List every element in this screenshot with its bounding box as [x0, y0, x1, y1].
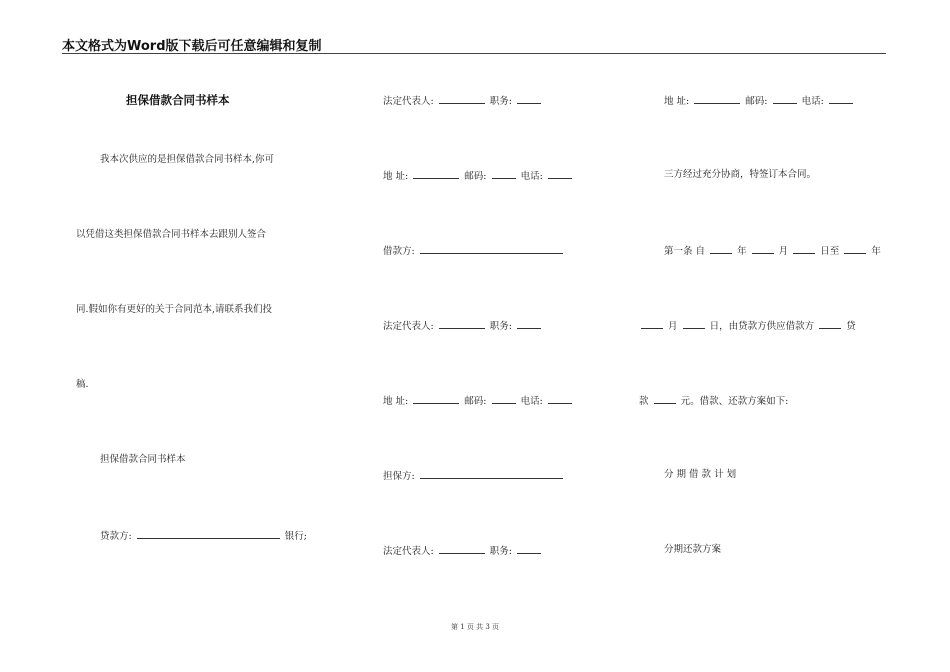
lender-line	[100, 529, 307, 543]
year2-blank	[844, 244, 866, 254]
article-1-line-c	[639, 394, 788, 408]
installment-repay-plan: 分期还款方案	[664, 544, 722, 555]
position-blank	[517, 94, 541, 104]
installment-borrow-plan: 分 期 借 款 计 划	[664, 469, 737, 480]
month2-blank	[641, 319, 663, 329]
lender-blank	[137, 529, 280, 539]
legal-rep-label: 法定代表人:	[383, 321, 434, 332]
supply-text: 日，由贷款方供应借款方	[709, 321, 815, 332]
day-to-label: 日至	[820, 246, 840, 257]
phone-label: 电话:	[801, 96, 824, 107]
loan-char: 贷	[846, 321, 856, 332]
address-line-3	[664, 94, 855, 108]
phone-blank	[548, 169, 572, 179]
position-label: 职务:	[489, 321, 512, 332]
postcode-label: 邮码:	[745, 96, 768, 107]
borrower-line	[383, 244, 565, 258]
position-label: 职务:	[489, 546, 512, 557]
article-1-line-a	[664, 244, 881, 258]
postcode-blank	[773, 94, 797, 104]
legal-rep-blank	[439, 319, 485, 329]
legal-rep-line-1	[383, 94, 543, 108]
year-label: 年	[737, 246, 747, 257]
month-blank	[752, 244, 774, 254]
intro-line-4: 稿.	[76, 379, 89, 390]
legal-rep-line-2	[383, 319, 543, 333]
position-label: 职务:	[489, 96, 512, 107]
address-label: 地 址:	[383, 171, 409, 182]
postcode-label: 邮码:	[464, 396, 487, 407]
supply-blank	[819, 319, 841, 329]
amount-text: 元。借款、还款方案如下:	[680, 396, 789, 407]
day2-blank	[683, 319, 705, 329]
address-line-2	[383, 394, 574, 408]
position-blank	[517, 319, 541, 329]
contract-subtitle: 担保借款合同书样本	[100, 454, 186, 465]
agreement-line: 三方经过充分协商，特签订本合同。	[664, 169, 817, 180]
address-label: 地 址:	[383, 396, 409, 407]
loan-char-2: 款	[639, 396, 649, 407]
lender-suffix: 银行;	[284, 531, 307, 542]
legal-rep-blank	[439, 94, 485, 104]
phone-blank	[829, 94, 853, 104]
year2-label: 年	[871, 246, 881, 257]
postcode-label: 邮码:	[464, 171, 487, 182]
intro-line-1: 我本次供应的是担保借款合同书样本,你可	[100, 154, 275, 165]
guarantor-blank	[420, 469, 563, 479]
phone-blank	[548, 394, 572, 404]
address-blank	[413, 169, 459, 179]
address-label: 地 址:	[664, 96, 690, 107]
intro-line-2: 以凭借这类担保借款合同书样本去跟别人签合	[76, 229, 267, 240]
page-header	[62, 35, 886, 54]
day-blank	[793, 244, 815, 254]
month2-label: 月	[668, 321, 678, 332]
header-title: 本文格式为Word版下载后可任意编辑和复制	[62, 39, 322, 54]
borrower-label: 借款方:	[383, 246, 415, 257]
amount-blank	[654, 394, 676, 404]
legal-rep-label: 法定代表人:	[383, 96, 434, 107]
position-blank	[517, 544, 541, 554]
article-1-line-b	[639, 319, 856, 333]
address-blank	[694, 94, 740, 104]
month-label: 月	[778, 246, 789, 257]
phone-label: 电话:	[520, 396, 543, 407]
legal-rep-blank	[439, 544, 485, 554]
intro-line-3: 同.假如你有更好的关于合同范本,请联系我们投	[76, 304, 273, 315]
legal-rep-line-3	[383, 544, 543, 558]
page-footer: 第 1 页 共 3 页	[450, 623, 500, 631]
postcode-blank	[492, 169, 516, 179]
legal-rep-label: 法定代表人:	[383, 546, 434, 557]
article-1-start: 第一条 自	[664, 246, 706, 257]
document-title: 担保借款合同书样本	[126, 93, 230, 107]
lender-label: 贷款方:	[100, 531, 132, 542]
guarantor-line	[383, 469, 565, 483]
address-line-1	[383, 169, 574, 183]
postcode-blank	[492, 394, 516, 404]
borrower-blank	[420, 244, 563, 254]
phone-label: 电话:	[520, 171, 543, 182]
address-blank	[413, 394, 459, 404]
year-blank	[710, 244, 732, 254]
guarantor-label: 担保方:	[383, 471, 415, 482]
